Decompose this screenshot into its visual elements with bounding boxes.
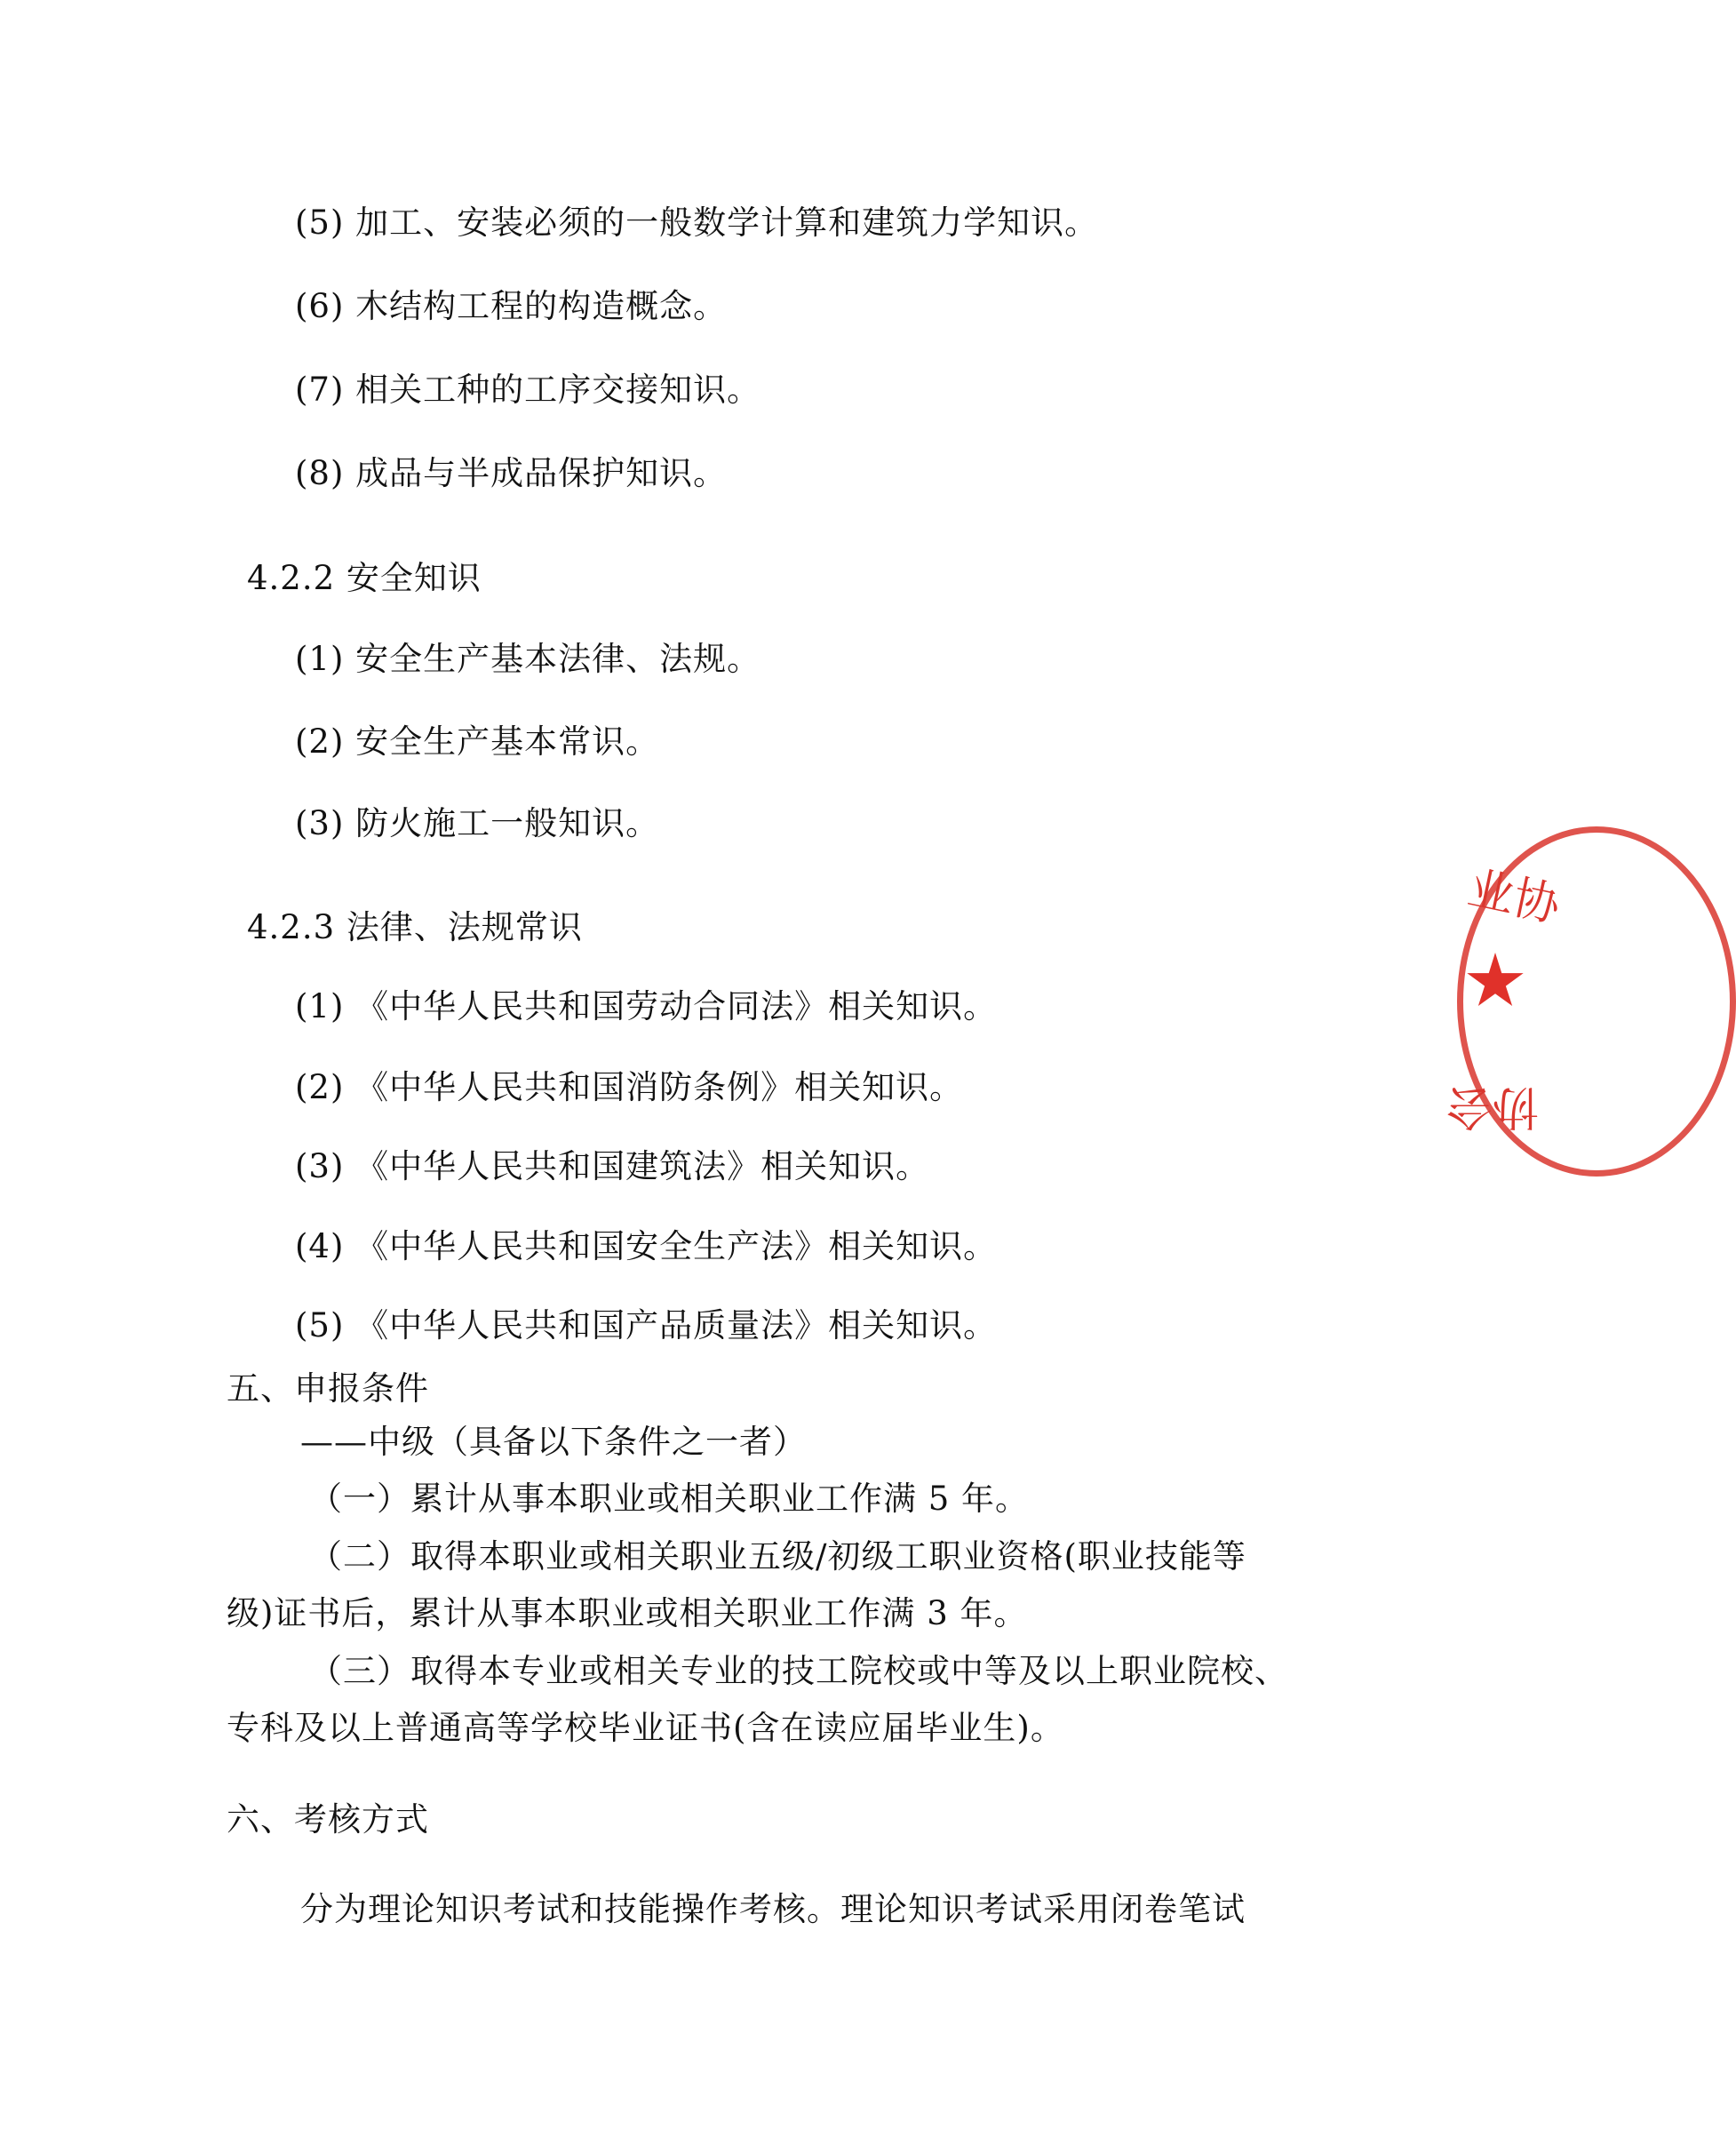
safety-item-3: (3) 防火施工一般知识。 bbox=[295, 804, 660, 842]
section-heading-6: 六、考核方式 bbox=[227, 1800, 429, 1839]
safety-item-2: (2) 安全生产基本常识。 bbox=[295, 722, 660, 761]
condition-3-line-1: （三）取得本专业或相关专业的技工院校或中等及以上职业院校、 bbox=[309, 1652, 1288, 1690]
seal-text-bottom: 协会 bbox=[1446, 1080, 1540, 1133]
safety-item-1: (1) 安全生产基本法律、法规。 bbox=[295, 640, 761, 678]
condition-1: （一）累计从事本职业或相关职业工作满 5 年。 bbox=[309, 1480, 1030, 1518]
list-item-8: (8) 成品与半成品保护知识。 bbox=[295, 454, 728, 492]
condition-3-line-2: 专科及以上普通高等学校毕业证书(含在读应届毕业生)。 bbox=[227, 1709, 1064, 1747]
section-heading-422: 4.2.2 安全知识 bbox=[247, 559, 482, 597]
list-item-7: (7) 相关工种的工序交接知识。 bbox=[295, 371, 761, 409]
seal-text-top: 业协 bbox=[1462, 861, 1565, 934]
list-item-5: (5) 加工、安装必须的一般数学计算和建筑力学知识。 bbox=[295, 203, 1099, 242]
list-item-6: (6) 木结构工程的构造概念。 bbox=[295, 287, 728, 325]
condition-2-line-1: （二）取得本职业或相关职业五级/初级工职业资格(职业技能等 bbox=[309, 1537, 1246, 1576]
law-item-4: (4) 《中华人民共和国安全生产法》相关知识。 bbox=[295, 1227, 998, 1265]
law-item-3: (3) 《中华人民共和国建筑法》相关知识。 bbox=[295, 1147, 930, 1185]
assessment-text: 分为理论知识考试和技能操作考核。理论知识考试采用闭卷笔试 bbox=[300, 1890, 1246, 1928]
condition-2-line-2: 级)证书后，累计从事本职业或相关职业工作满 3 年。 bbox=[227, 1594, 1028, 1632]
law-item-2: (2) 《中华人民共和国消防条例》相关知识。 bbox=[295, 1068, 964, 1106]
level-subheading: ——中级（具备以下条件之一者） bbox=[300, 1423, 807, 1461]
section-heading-423: 4.2.3 法律、法规常识 bbox=[247, 908, 583, 946]
section-heading-5: 五、申报条件 bbox=[227, 1369, 429, 1408]
law-item-5: (5) 《中华人民共和国产品质量法》相关知识。 bbox=[295, 1306, 998, 1344]
law-item-1: (1) 《中华人民共和国劳动合同法》相关知识。 bbox=[295, 987, 998, 1025]
